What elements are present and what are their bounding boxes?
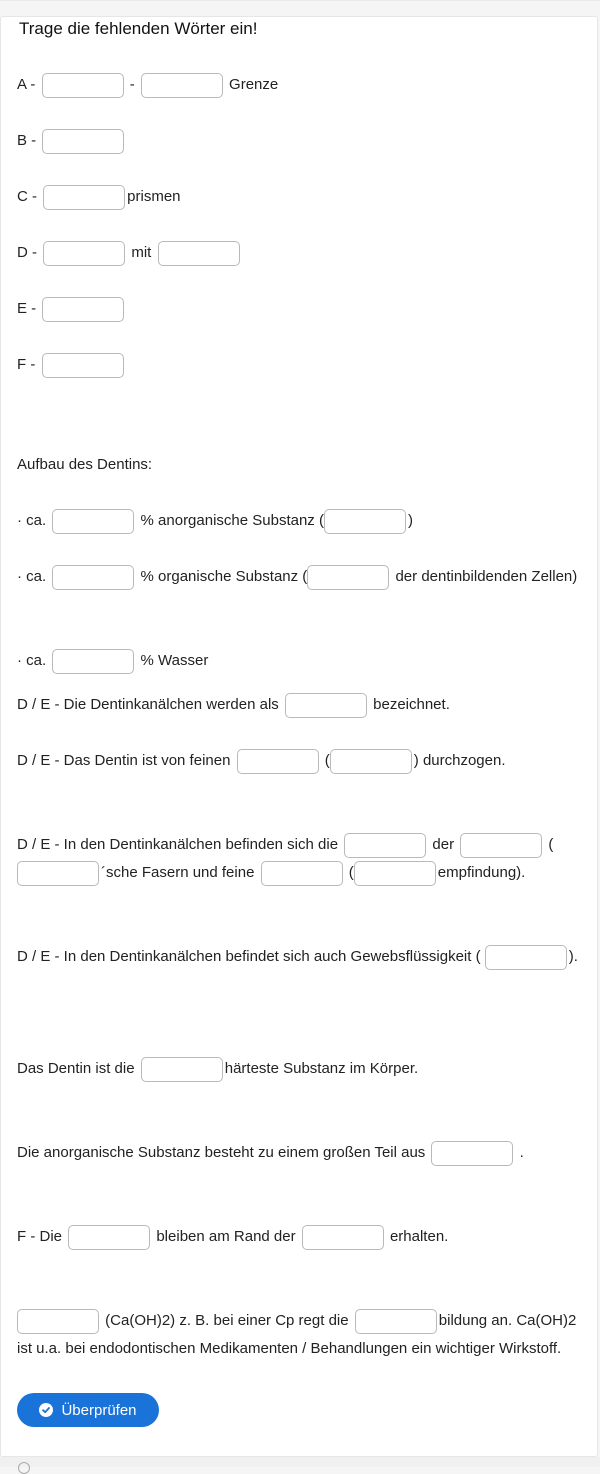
line-anorg-2: Die anorganische Substanz besteht zu einem großen Teil aus .: [17, 1139, 587, 1167]
gap-anorg-detail[interactable]: [324, 509, 406, 534]
bottom-bar: [0, 1457, 600, 1467]
gap-de1[interactable]: [285, 693, 367, 718]
gap-de2-1[interactable]: [237, 749, 319, 774]
line-d: D - mit: [17, 239, 587, 267]
gap-caoh-2[interactable]: [355, 1309, 437, 1334]
gap-de3-1[interactable]: [344, 833, 426, 858]
line-haerte: Das Dentin ist die härteste Substanz im Körper.: [17, 1055, 587, 1083]
gap-c[interactable]: [43, 185, 125, 210]
line-wasser: · ca. % Wasser: [17, 647, 587, 675]
gap-org-detail[interactable]: [307, 565, 389, 590]
line-caoh: (Ca(OH)2) z. B. bei einer Cp regt die bildung an. Ca(OH)2 ist u.a. bei endodontischen Medikamenten / Behandlungen ein wichtiger Wirkstoff.: [17, 1307, 587, 1363]
gap-d-2[interactable]: [158, 241, 240, 266]
line-anorganisch: · ca. % anorganische Substanz ( ): [17, 507, 587, 535]
line-de-3: D / E - In den Dentinkanälchen befinden sich die der ( ´sche Fasern und feine ( empfindung).: [17, 831, 587, 887]
gap-anorg2[interactable]: [431, 1141, 513, 1166]
gap-de3-4[interactable]: [261, 861, 343, 886]
gap-a-2[interactable]: [141, 73, 223, 98]
gap-de3-5[interactable]: [354, 861, 436, 886]
gap-de4[interactable]: [485, 945, 567, 970]
aufbau-heading: Aufbau des Dentins:: [17, 456, 153, 473]
exercise-title: Trage die fehlenden Wörter ein!: [19, 19, 258, 38]
line-f: F -: [17, 351, 587, 379]
gap-de3-3[interactable]: [17, 861, 99, 886]
gap-caoh-1[interactable]: [17, 1309, 99, 1334]
line-de-4: D / E - In den Dentinkanälchen befindet sich auch Gewebsflüssigkeit ( ).: [17, 943, 587, 971]
check-button[interactable]: [17, 1393, 159, 1427]
gap-anorg-percent[interactable]: [52, 509, 134, 534]
line-a: A - - Grenze: [17, 71, 587, 99]
line-b: B -: [17, 127, 587, 155]
check-circle-icon: [39, 1403, 53, 1417]
gap-org-percent[interactable]: [52, 565, 134, 590]
line-e: E -: [17, 295, 587, 323]
circle-icon: [18, 1462, 30, 1474]
gap-f2-2[interactable]: [302, 1225, 384, 1250]
gap-a-1[interactable]: [42, 73, 124, 98]
gap-f[interactable]: [42, 353, 124, 378]
gap-haerte[interactable]: [141, 1057, 223, 1082]
line-organisch: · ca. % organische Substanz ( der dentinbildenden Zellen): [17, 563, 587, 591]
top-divider: [0, 0, 600, 1]
gap-b[interactable]: [42, 129, 124, 154]
gap-d-1[interactable]: [43, 241, 125, 266]
line-de-2: D / E - Das Dentin ist von feinen ( ) durchzogen.: [17, 747, 587, 775]
line-f-2: F - Die bleiben am Rand der erhalten.: [17, 1223, 587, 1251]
gap-f2-1[interactable]: [68, 1225, 150, 1250]
gap-de3-2[interactable]: [460, 833, 542, 858]
gap-wasser-percent[interactable]: [52, 649, 134, 674]
line-c: C - prismen: [17, 183, 587, 211]
check-button-label: Überprüfen: [61, 1401, 137, 1419]
line-de-1: D / E - Die Dentinkanälchen werden als bezeichnet.: [17, 691, 587, 719]
gap-e[interactable]: [42, 297, 124, 322]
gap-de2-2[interactable]: [330, 749, 412, 774]
